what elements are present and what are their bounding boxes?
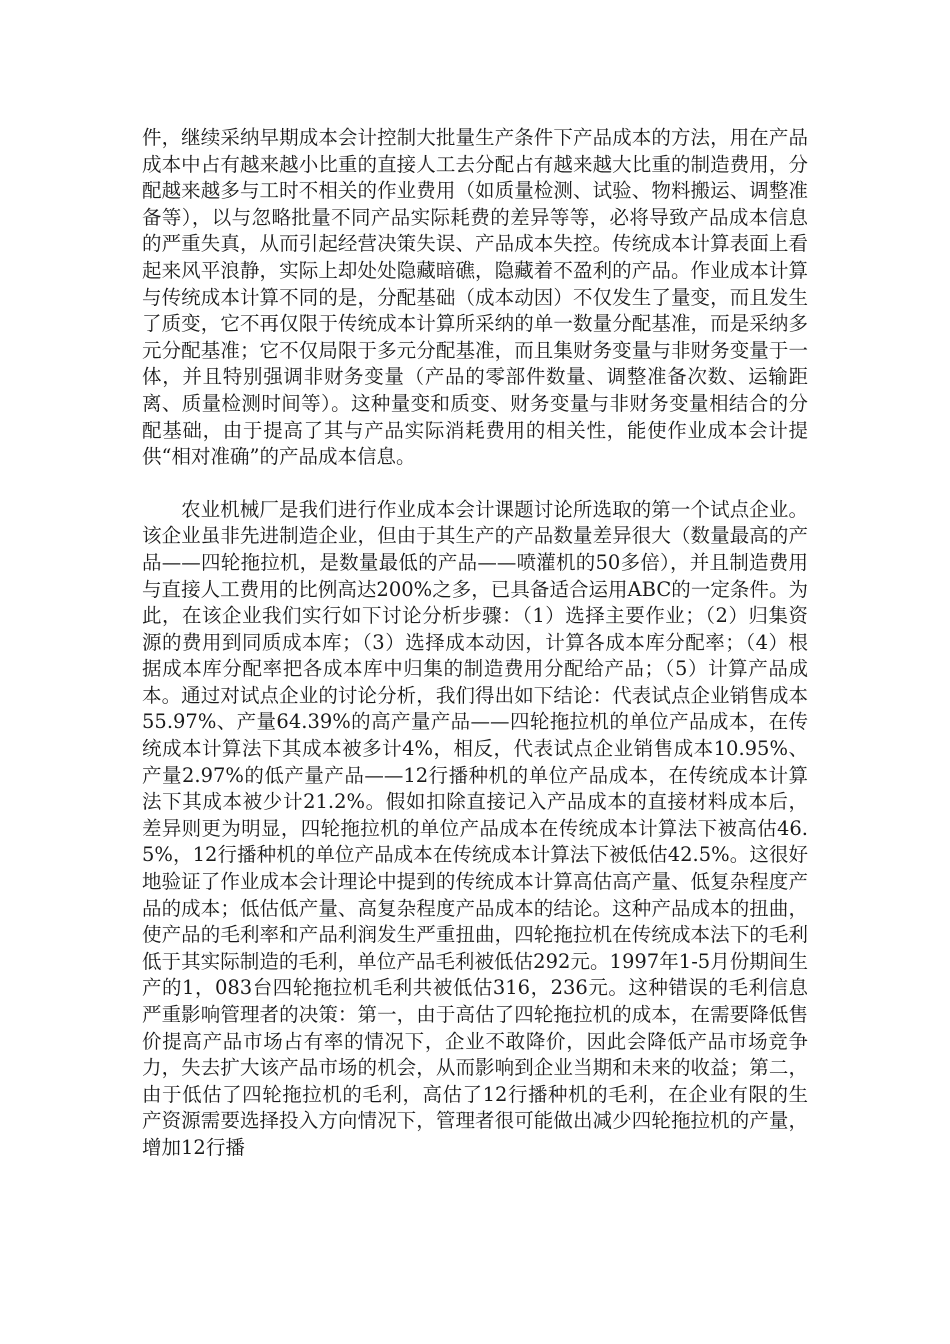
paragraph-pilot-enterprise: 农业机械厂是我们进行作业成本会计课题讨论所选取的第一个试点企业。该企业虽非先进制造企业，但由于其生产的产品数量差异很大（数量最高的产品——四轮拖拉机，是数量最低的产品——喷灌机的50多倍），并且制造费用与直接人工费用的比例高达200%之多，已具备适合运用ABC的一定条件。为此，在该企业我们实行如下讨论分析步骤：（1）选择主要作业；（2）归集资源的费用到同质成本库；（3）选择成本动因，计算各成本库分配率；（4）根据成本库分配率把各成本库中归集的制造费用分配给产品；（5）计算产品成本。通过对试点企业的讨论分析，我们得出如下结论：代表试点企业销售成本55.97%、产量64.39%的高产量产品——四轮拖拉机的单位产品成本，在传统成本计算法下其成本被多计4%，相反，代表试点企业销售成本10.95%、产量2.97%的低产量产品——12行播种机的单位产品成本，在传统成本计算法下其成本被少计21.2%。假如扣除直接记入产品成本的直接材料成本后，差异则更为明显，四轮拖拉机的单位产品成本在传统成本计算法下被高估46.5%，12行播种机的单位产品成本在传统成本计算法下被低估42.5%。这很好地验证了作业成本会计理论中提到的传统成本计算高估高产量、低复杂程度产品的成本；低估低产量、高复杂程度产品成本的结论。这种产品成本的扭曲，使产品的毛利率和产品利润发生严重扭曲，四轮拖拉机在传统成本法下的毛利低于其实际制造的毛利，单位产品毛利被低估292元。1997年1-5月份期间生产的1，083台四轮拖拉机毛利共被低估316，236元。这种错误的毛利信息严重影响管理者的决策：第一，由于高估了四轮拖拉机的成本，在需要降低售价提高产品市场占有率的情况下，企业不敢降价，因此会降低产品市场竞争力，失去扩大该产品市场的机会，从而影响到企业当期和未来的收益；第二，由于低估了四轮拖拉机的毛利，高估了12行播种机的毛利，在企业有限的生产资源需要选择投入方向情况下，管理者很可能做出减少四轮拖拉机的产量，增加12行播: [142, 497, 808, 1159]
paragraph-cost-allocation: 件，继续采纳早期成本会计控制大批量生产条件下产品成本的方法，用在产品成本中占有越来越小比重的直接人工去分配占有越来越大比重的制造费用，分配越来越多与工时不相关的作业费用（如质量检测、试验、物料搬运、调整准备等），以与忽略批量不同产品实际耗费的差异等等，必将导致产品成本信息的严重失真，从而引起经营决策失误、产品成本失控。传统成本计算表面上看起来风平浪静，实际上却处处隐藏暗礁，隐藏着不盈利的产品。作业成本计算与传统成本计算不同的是，分配基础（成本动因）不仅发生了量变，而且发生了质变，它不再仅限于传统成本计算所采纳的单一数量分配基准，而是采纳多元分配基准；它不仅局限于多元分配基准，而且集财务变量与非财务变量于一体，并且特别强调非财务变量（产品的零部件数量、调整准备次数、运输距离、质量检测时间等）。这种量变和质变、财务变量与非财务变量相结合的分配基础，由于提高了其与产品实际消耗费用的相关性，能使作业成本会计提供“相对准确”的产品成本信息。: [142, 126, 808, 469]
document-body: [142, 125, 808, 1162]
